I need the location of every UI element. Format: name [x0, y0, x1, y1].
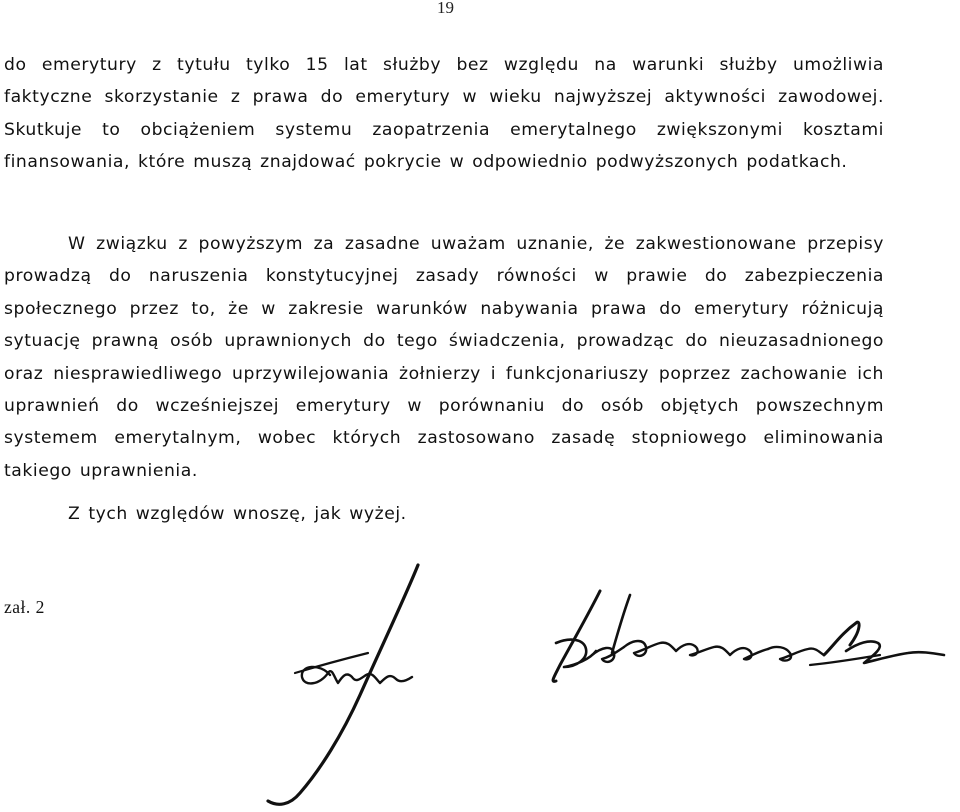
page-number: 19 [437, 0, 454, 17]
paragraph-3: Z tych względów wnoszę, jak wyżej. [68, 504, 407, 524]
attachment-label: zał. 2 [4, 597, 45, 617]
handwritten-signature [220, 555, 960, 812]
paragraph-2: W związku z powyższym za zasadne uważam uznanie, że zakwestionowane przepisy prowadzą do naruszenia konstytucyjnej zasady równości w prawie do zabezpieczenia społecznego przez to, że w zakresie warunków nabywania prawa do emerytury różnicują sytuację prawną osób uprawnionych do tego świadczenia, prowadząc do nieuzasadnionego oraz niesprawiedliwego uprzywilejowania żołnierzy i funkcjonariuszy poprzez zachowanie ich uprawnień do wcześniejszej emerytury w porównaniu do osób objętych powszechnym systemem emerytalnym, wobec których zastosowano zasadę stopniowego eliminowania takiego uprawnienia. [4, 234, 884, 481]
paragraph-1: do emerytury z tytułu tylko 15 lat służby bez względu na warunki służby umożliwia faktyczne skorzystanie z prawa do emerytury w wieku najwyższej aktywności zawodowej. Skutkuje to obciążeniem systemu zaopatrzenia emerytalnego zwiększonymi kosztami finansowania, które muszą znajdować pokrycie w odpowiednio podwyższonych podatkach. [4, 55, 884, 173]
